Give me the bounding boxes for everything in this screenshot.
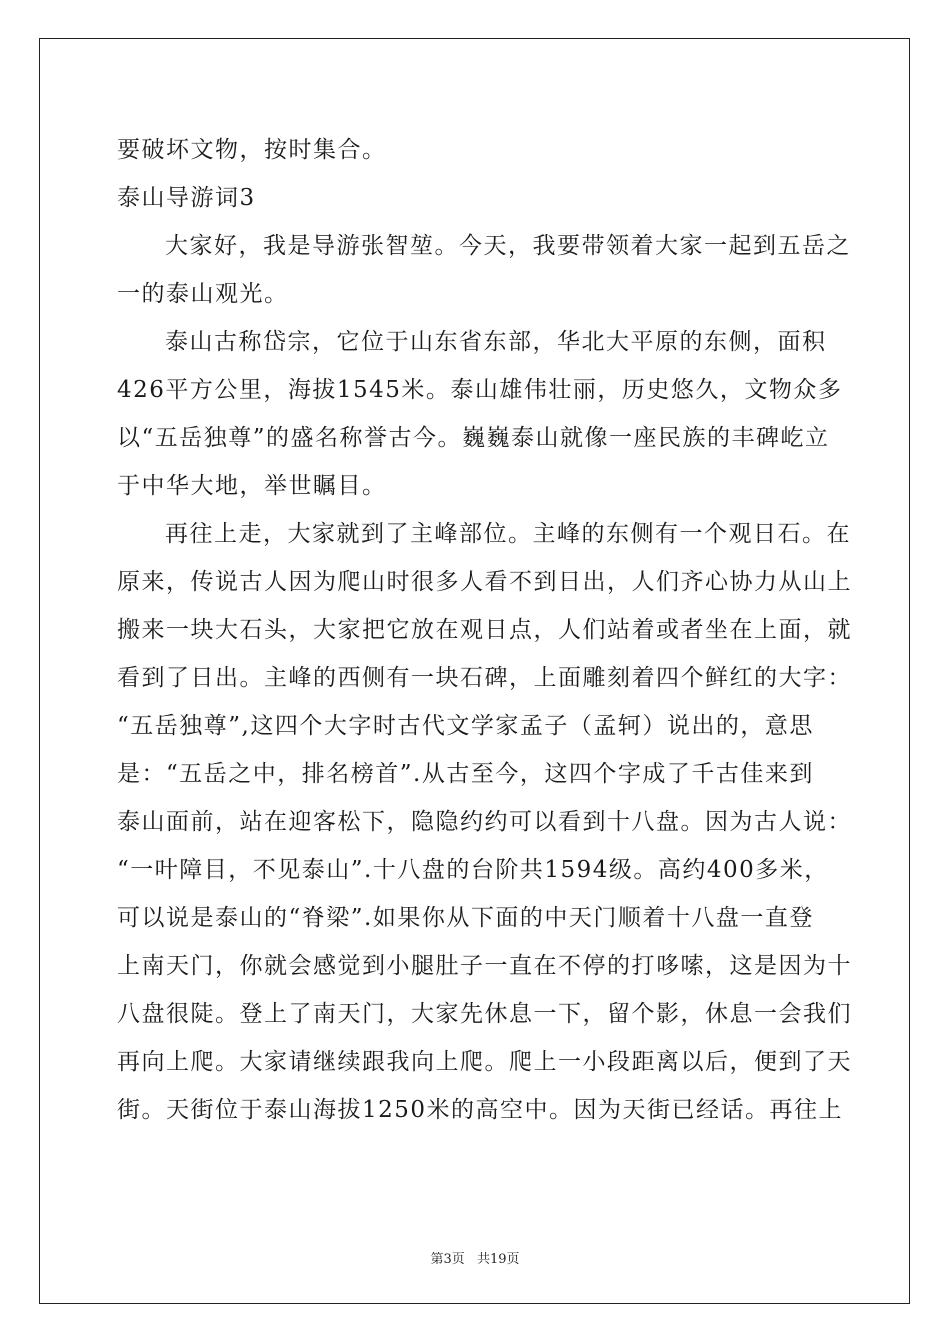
section-heading: 泰山导游词3 [117,185,256,211]
text-line: 可以说是泰山的“脊梁”.如果你从下面的中天门顺着十八盘一直登 [117,905,814,931]
text-line: 再向上爬。大家请继续跟我向上爬。爬上一小段距离以后，便到了天 [117,1049,852,1075]
text-line: 要破坏文物，按时集合。 [117,137,387,163]
page-total: 共19页 [476,1252,520,1267]
text-line: 看到了日出。主峰的西侧有一块石碑，上面雕刻着四个鲜红的大字： [117,665,852,691]
text-line: 街。天街位于泰山海拔1250米的高空中。因为天街已经话。再往上 [117,1097,844,1123]
text-line: 搬来一块大石头，大家把它放在观日点，人们站着或者坐在上面，就 [117,617,852,643]
text-line: 泰山古称岱宗，它位于山东省东部，华北大平原的东侧，面积 [165,329,827,355]
document-body [117,126,852,1134]
text-line: 上南天门，你就会感觉到小腿肚子一直在不停的打哆嗦，这是因为十 [117,953,852,979]
text-line: “一叶障目，不见泰山”.十八盘的台阶共1594级。高约400多米， [117,857,829,883]
text-line: “五岳独尊”,这四个大字时古代文学家孟子（孟轲）说出的，意思 [117,713,814,739]
text-line: 八盘很陡。登上了南天门，大家先休息一下，留个影，休息一会我们 [117,1001,852,1027]
page-number: 第3页 [430,1252,465,1267]
text-line: 426平方公里，海拔1545米。泰山雄伟壮丽，历史悠久，文物众多 [117,377,843,403]
text-line: 于中华大地，举世瞩目。 [117,473,387,499]
text-line: 是：“五岳之中，排名榜首”.从古至今，这四个字成了千古佳来到 [117,761,814,787]
text-line: 以“五岳独尊”的盛名称誉古今。巍巍泰山就像一座民族的丰碑屹立 [117,425,830,451]
text-line: 泰山面前，站在迎客松下，隐隐约约可以看到十八盘。因为古人说： [117,809,852,835]
text-line: 再往上走，大家就到了主峰部位。主峰的东侧有一个观日石。在 [165,521,851,547]
text-line: 原来，传说古人因为爬山时很多人看不到日出，人们齐心协力从山上 [117,569,852,595]
page-footer [0,1248,950,1267]
text-line: 大家好，我是导游张智堃。今天，我要带领着大家一起到五岳之 [165,233,851,259]
text-line: 一的泰山观光。 [117,281,289,307]
